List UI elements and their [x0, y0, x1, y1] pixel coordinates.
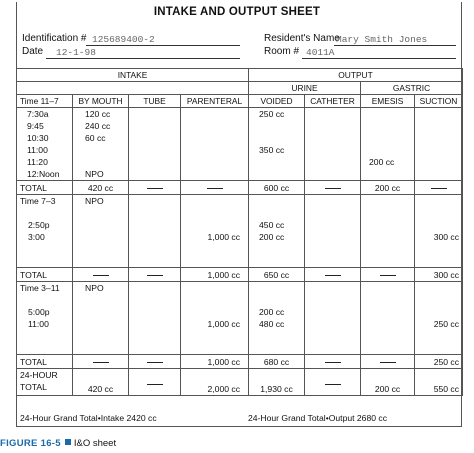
resident-name-underline: [334, 45, 456, 46]
shift3-block: [17, 282, 463, 355]
shift1-total-row: [17, 181, 463, 195]
urine-group-header: URINE: [249, 82, 361, 95]
shift3-total-suction: 250 cc: [415, 355, 463, 369]
identification-underline: [86, 45, 240, 46]
day-total-label: 24-HOUR TOTAL: [17, 369, 73, 396]
shift2-total-parenteral: 1,000 cc: [181, 268, 249, 282]
dash: [147, 188, 163, 189]
figure-caption: [0, 438, 116, 449]
dash: [207, 188, 223, 189]
shift1-total-voided: 600 cc: [249, 181, 305, 195]
shift2-total-row: [17, 268, 463, 282]
date-underline: [46, 58, 240, 59]
day-total-emesis: 200 cc: [361, 369, 415, 396]
dash: [147, 362, 163, 363]
shift1-voided: 250 cc 350 cc: [249, 108, 305, 181]
shift2-total-voided: 650 cc: [249, 268, 305, 282]
shift2-block: [17, 195, 463, 268]
shift2-npo: NPO: [85, 196, 104, 206]
room-value: 4011A: [306, 47, 335, 58]
shift3-parenteral: 1,000 cc: [181, 282, 249, 355]
day-total-parenteral: 2,000 cc: [181, 369, 249, 396]
shift3-times: Time 3–11 5:00p 11:00: [17, 282, 73, 355]
intake-group-header: INTAKE: [17, 69, 249, 82]
room-label: Room #: [264, 46, 300, 57]
dash: [147, 275, 163, 276]
shift2-total-label: TOTAL: [17, 268, 73, 282]
col-parenteral: PARENTERAL: [181, 95, 249, 108]
figure-caption-text: I&O sheet: [73, 438, 117, 449]
shift2-voided: 450 cc 200 cc: [249, 195, 305, 268]
day-total-row: [17, 369, 463, 396]
date-value: 12-1-98: [56, 47, 96, 58]
shift2-parenteral: 1,000 cc: [181, 195, 249, 268]
resident-name-value: Mary Smith Jones: [336, 34, 428, 45]
dash: [380, 362, 396, 363]
day-total-by-mouth: 420 cc: [73, 369, 129, 396]
output-group-header: OUTPUT: [249, 69, 463, 82]
shift2-times: Time 7–3 2:50p 3:00: [17, 195, 73, 268]
shift3-npo: NPO: [85, 283, 104, 293]
shift3-total-voided: 680 cc: [249, 355, 305, 369]
identification-field: [22, 33, 87, 44]
resident-name-label: Resident's Name: [264, 33, 340, 44]
io-table: [16, 68, 463, 396]
col-time: Time 11–7: [17, 95, 73, 108]
subgroup-header-row: [17, 82, 463, 95]
shift3-suction: 250 cc: [415, 282, 463, 355]
figure-number: FIGURE 16-5: [0, 438, 61, 449]
dash: [325, 384, 341, 385]
shift2-total-suction: 300 cc: [415, 268, 463, 282]
dash: [93, 362, 109, 363]
col-emesis: EMESIS: [361, 95, 415, 108]
day-total-voided: 1,930 cc: [249, 369, 305, 396]
date-label: Date: [22, 46, 44, 57]
shift1-by-mouth: 120 cc 240 cc 60 cc NPO: [73, 108, 129, 181]
shift1-times: 7:30a 9:45 10:30 11:00 11:20 12:Noon: [17, 108, 73, 181]
shift3-total-label: TOTAL: [17, 355, 73, 369]
gastric-group-header: GASTRIC: [361, 82, 463, 95]
dash: [147, 384, 163, 385]
dash: [325, 275, 341, 276]
dash: [431, 188, 447, 189]
col-catheter: CATHETER: [305, 95, 361, 108]
col-by-mouth: BY MOUTH: [73, 95, 129, 108]
dash: [325, 362, 341, 363]
shift3-total-parenteral: 1,000 cc: [181, 355, 249, 369]
shift1-total-label: TOTAL: [17, 181, 73, 195]
shift1-total-by-mouth: 420 cc: [73, 181, 129, 195]
dash: [380, 275, 396, 276]
shift3-voided: 200 cc 480 cc: [249, 282, 305, 355]
room-underline: [302, 58, 456, 59]
identification-value: 125689400-2: [92, 34, 155, 45]
identification-label: Identification #: [22, 33, 87, 44]
shift1-emesis: 200 cc: [361, 108, 415, 181]
grand-total-intake: 24-Hour Grand Total•Intake 2420 cc: [20, 413, 157, 423]
grand-total-output: 24-Hour Grand Total•Output 2680 cc: [248, 413, 387, 423]
dash: [325, 188, 341, 189]
col-suction: SUCTION: [415, 95, 463, 108]
column-header-row: [17, 95, 463, 108]
day-total-suction: 550 cc: [415, 369, 463, 396]
dash: [93, 275, 109, 276]
shift3-total-row: [17, 355, 463, 369]
group-header-row: [17, 69, 463, 82]
col-voided: VOIDED: [249, 95, 305, 108]
square-bullet-icon: [65, 439, 71, 445]
col-tube: TUBE: [129, 95, 181, 108]
sheet-title: INTAKE AND OUTPUT SHEET: [153, 6, 321, 18]
shift2-suction: 300 cc: [415, 195, 463, 268]
shift1-block: [17, 108, 463, 181]
shift1-total-emesis: 200 cc: [361, 181, 415, 195]
